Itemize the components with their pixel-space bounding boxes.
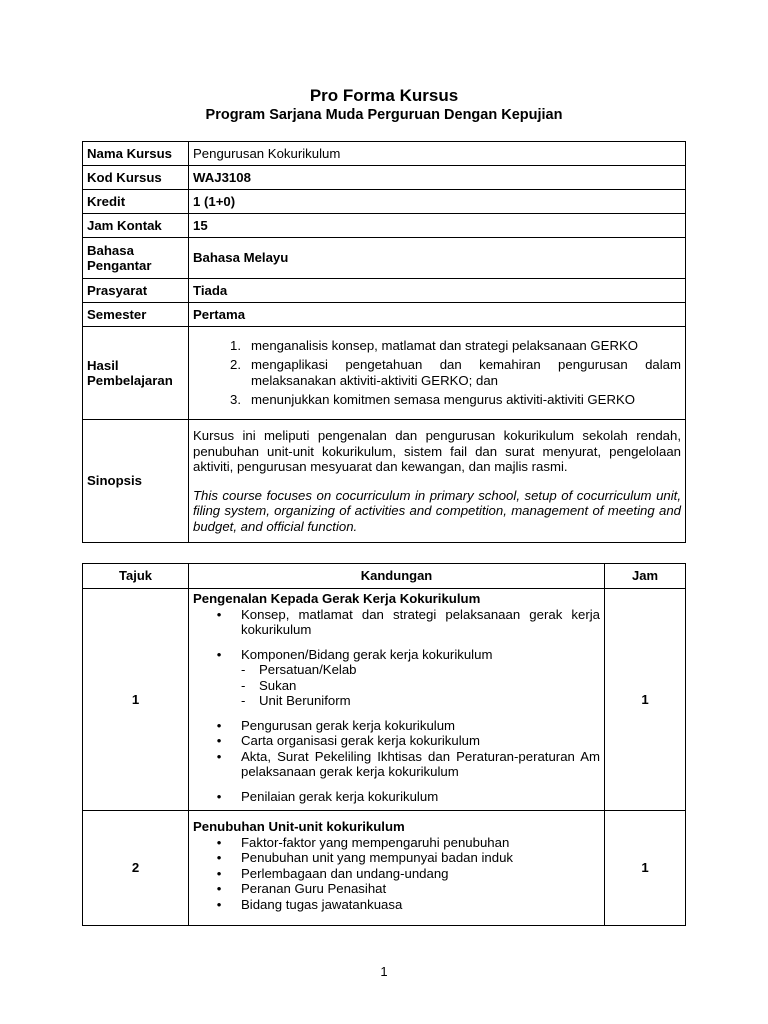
label-kredit: Kredit bbox=[83, 190, 189, 214]
bullet-icon: • bbox=[216, 865, 222, 881]
bullet-icon: • bbox=[216, 788, 222, 804]
bullet-icon: • bbox=[216, 748, 222, 764]
synopsis-cell bbox=[189, 420, 686, 543]
topic-content bbox=[189, 811, 605, 926]
dash-icon: - bbox=[241, 662, 246, 677]
bullet-icon: • bbox=[216, 606, 222, 622]
value-kod-kursus: WAJ3108 bbox=[189, 166, 686, 190]
label-semester: Semester bbox=[83, 303, 189, 327]
bullet-text: Konsep, matlamat dan strategi pelaksanaan gerak kerja kokurikulum bbox=[241, 606, 600, 637]
bullet-item bbox=[193, 647, 600, 709]
label-hasil-pembelajaran bbox=[83, 327, 189, 420]
value-bahasa-pengantar: Bahasa Melayu bbox=[189, 238, 686, 279]
value-nama-kursus: Pengurusan Kokurikulum bbox=[189, 142, 686, 166]
sub-text: Unit Beruniform bbox=[259, 693, 351, 708]
label-kod-kursus: Kod Kursus bbox=[83, 166, 189, 190]
bullet-text: Peranan Guru Penasihat bbox=[241, 881, 387, 896]
label-sinopsis: Sinopsis bbox=[83, 420, 189, 543]
bullet-item bbox=[193, 835, 600, 851]
sub-text: Sukan bbox=[259, 677, 297, 693]
value-semester: Pertama bbox=[189, 303, 686, 327]
bullet-text: Akta, Surat Pekeliling Ikhtisas dan Peraturan-peraturan Am pelaksanaan gerak kerja kokurikulum bbox=[241, 748, 600, 779]
topic-title: Pengenalan Kepada Gerak Kerja Kokurikulum bbox=[193, 591, 481, 606]
label-prasyarat: Prasyarat bbox=[83, 279, 189, 303]
row-semester bbox=[83, 303, 686, 327]
bullet-text: Bidang tugas jawatankuasa bbox=[241, 896, 403, 912]
topic-bullets bbox=[193, 835, 600, 913]
bullet-icon: • bbox=[216, 850, 222, 865]
bullet-text-group bbox=[241, 647, 600, 709]
row-sinopsis bbox=[83, 420, 686, 543]
topic-hours: 1 bbox=[605, 811, 686, 926]
topic-number: 1 bbox=[83, 589, 189, 811]
row-prasyarat bbox=[83, 279, 686, 303]
label-bahasa-line1: Bahasa bbox=[87, 242, 134, 258]
topic-content bbox=[189, 589, 605, 811]
dash-icon: - bbox=[241, 693, 246, 708]
label-jam-kontak: Jam Kontak bbox=[83, 214, 189, 238]
outcome-number: 1. bbox=[230, 337, 241, 353]
bullet-item bbox=[193, 789, 600, 805]
row-hasil-pembelajaran bbox=[83, 327, 686, 420]
outcomes-list bbox=[193, 338, 681, 408]
row-bahasa-pengantar bbox=[83, 238, 686, 279]
bullet-text: Penilaian gerak kerja kokurikulum bbox=[241, 788, 439, 804]
bullet-item bbox=[193, 850, 600, 866]
outcome-text: mengaplikasi pengetahuan dan kemahiran pengurusan dalam melaksanakan aktiviti-aktiviti GERKO; dan bbox=[251, 357, 681, 388]
bullet-item bbox=[193, 749, 600, 780]
header-jam: Jam bbox=[605, 564, 686, 589]
bullet-text: Faktor-faktor yang mempengaruhi penubuhan bbox=[241, 834, 510, 850]
label-hasil-line1: Hasil bbox=[87, 357, 119, 373]
header-kandungan: Kandungan bbox=[189, 564, 605, 589]
synopsis-english: This course focuses on cocurriculum in primary school, setup of cocurriculum unit, filing system, organizing of activities and competition, management of meeting and budget, and official function. bbox=[193, 487, 681, 534]
label-hasil-line2: Pembelajaran bbox=[87, 373, 173, 388]
label-bahasa-line2: Pengantar bbox=[87, 258, 152, 273]
sub-text: Persatuan/Kelab bbox=[259, 662, 357, 677]
bullet-item bbox=[193, 607, 600, 638]
course-info-table bbox=[82, 141, 686, 543]
bullet-text: Pengurusan gerak kerja kokurikulum bbox=[241, 717, 456, 733]
bullet-text: Perlembagaan dan undang-undang bbox=[241, 865, 449, 881]
page-number: 1 bbox=[380, 964, 388, 979]
outcome-text: menganalisis konsep, matlamat dan strategi pelaksanaan GERKO bbox=[251, 337, 639, 353]
topic-title: Penubuhan Unit-unit kokurikulum bbox=[193, 819, 405, 834]
sub-item bbox=[241, 693, 600, 709]
sub-list bbox=[241, 662, 600, 709]
value-prasyarat: Tiada bbox=[189, 279, 686, 303]
bullet-icon: • bbox=[216, 733, 222, 748]
bullet-item bbox=[193, 733, 600, 749]
bullet-icon: • bbox=[216, 896, 222, 912]
outcome-text: menunjukkan komitmen semasa mengurus aktiviti-aktiviti GERKO bbox=[251, 392, 636, 407]
bullet-icon: • bbox=[216, 717, 222, 733]
bullet-text: Komponen/Bidang gerak kerja kokurikulum bbox=[241, 646, 493, 662]
document-title: Pro Forma Kursus bbox=[309, 86, 459, 105]
header-tajuk: Tajuk bbox=[83, 564, 189, 589]
outcome-item bbox=[193, 357, 681, 388]
bullet-item bbox=[193, 866, 600, 882]
sub-item bbox=[241, 662, 600, 678]
topics-table bbox=[82, 563, 686, 926]
topics-header-row bbox=[83, 564, 686, 589]
outcome-item bbox=[193, 338, 681, 354]
document-subtitle: Program Sarjana Muda Perguruan Dengan Kepujian bbox=[205, 107, 563, 123]
label-nama-kursus: Nama Kursus bbox=[83, 142, 189, 166]
row-kod-kursus bbox=[83, 166, 686, 190]
label-bahasa-pengantar bbox=[83, 238, 189, 279]
row-jam-kontak bbox=[83, 214, 686, 238]
bullet-item bbox=[193, 897, 600, 913]
topic-number: 2 bbox=[83, 811, 189, 926]
outcome-item bbox=[193, 392, 681, 408]
sub-item bbox=[241, 678, 600, 694]
bullet-item bbox=[193, 718, 600, 734]
bullet-text: Penubuhan unit yang mempunyai badan induk bbox=[241, 850, 514, 865]
topic-hours: 1 bbox=[605, 589, 686, 811]
bullet-icon: • bbox=[216, 646, 222, 662]
value-jam-kontak: 15 bbox=[189, 214, 686, 238]
topic-bullets bbox=[193, 607, 600, 805]
row-nama-kursus bbox=[83, 142, 686, 166]
topic-row-2 bbox=[83, 811, 686, 926]
learning-outcomes bbox=[189, 327, 686, 420]
row-kredit bbox=[83, 190, 686, 214]
bullet-text: Carta organisasi gerak kerja kokurikulum bbox=[241, 733, 480, 748]
bullet-item bbox=[193, 881, 600, 897]
bullet-icon: • bbox=[216, 881, 222, 896]
outcome-number: 2. bbox=[230, 357, 241, 372]
outcome-number: 3. bbox=[230, 392, 241, 407]
topic-row-1 bbox=[83, 589, 686, 811]
dash-icon: - bbox=[241, 677, 246, 693]
synopsis-malay: Kursus ini meliputi pengenalan dan pengurusan kokurikulum sekolah rendah, penubuhan unit-unit kokurikulum, sistem fail dan surat menyurat, pengelolaan aktiviti, pengurusan mesyuarat dan kewangan, dan majlis rasmi. bbox=[193, 428, 681, 474]
bullet-icon: • bbox=[216, 834, 222, 850]
value-kredit: 1 (1+0) bbox=[189, 190, 686, 214]
